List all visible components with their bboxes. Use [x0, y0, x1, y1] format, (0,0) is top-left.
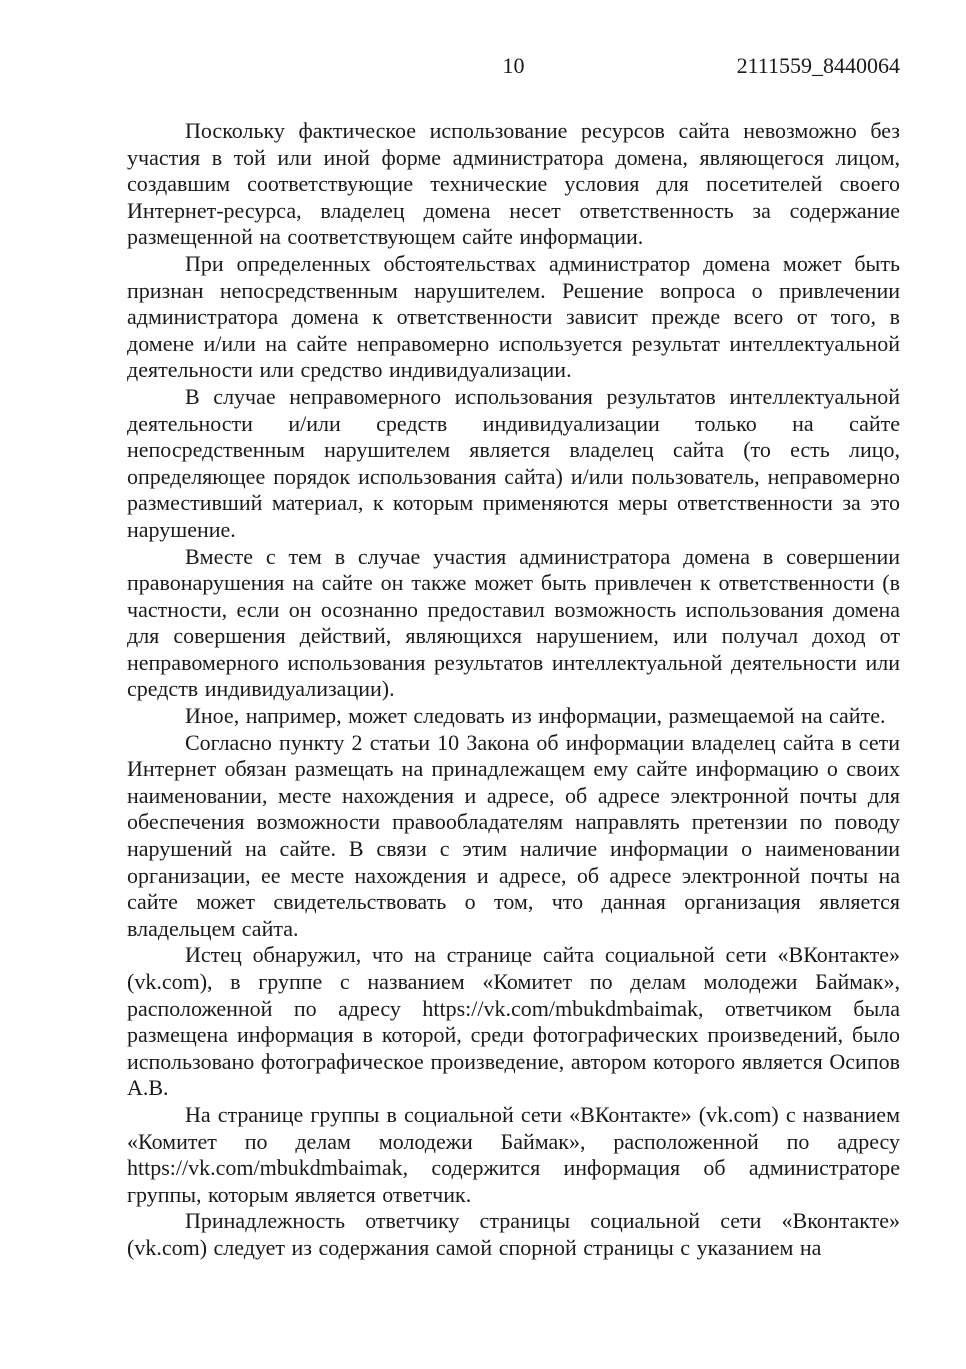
body-paragraph: Принадлежность ответчику страницы социальной сети «Вконтакте» (vk.com) следует из содержания самой спорной страницы с указанием на — [127, 1208, 900, 1260]
document-id: 2111559_8440064 — [736, 53, 900, 78]
document-body — [127, 118, 900, 1262]
page-header — [127, 52, 900, 79]
text-block — [127, 52, 900, 1262]
body-paragraph: На странице группы в социальной сети «ВКонтакте» (vk.com) с названием «Комитет по делам молодежи Баймак», расположенной по адресу https://vk.com/mbukdmbaimak, содержится информация об администраторе группы, которым является ответчик. — [127, 1101, 900, 1207]
page-number: 10 — [502, 53, 525, 78]
body-paragraph: В случае неправомерного использования результатов интеллектуальной деятельности и/или средств индивидуализации только на сайте непосредственным нарушителем является владелец сайта (то есть лицо, определяющее порядок использования сайта) и/или пользователь, неправомерно разместивший материал, к которым применяются меры ответственности за это нарушение. — [127, 383, 900, 542]
body-paragraph: При определенных обстоятельствах администратор домена может быть признан непосредственным нарушителем. Решение вопроса о привлечении администратора домена к ответственности зависит прежде всего от того, в домене и/или на сайте неправомерно используется результат интеллектуальной деятельности или средство индивидуализации. — [127, 250, 900, 383]
body-paragraph: Согласно пункту 2 статьи 10 Закона об информации владелец сайта в сети Интернет обязан размещать на принадлежащем ему сайте информацию о своих наименовании, месте нахождения и адресе, об адресе электронной почты для обеспечения возможности правообладателям направлять претензии по поводу нарушений на сайте. В связи с этим наличие информации о наименовании организации, ее месте нахождения и адресе, об адресе электронной почты на сайте может свидетельствовать о том, что данная организация является владельцем сайта. — [127, 729, 900, 941]
body-paragraph: Истец обнаружил, что на странице сайта социальной сети «ВКонтакте» (vk.com), в группе с названием «Комитет по делам молодежи Баймак», расположенной по адресу https://vk.com/mbukdmbaimak, ответчиком была размещена информация в которой, среди фотографических произведений, было использовано фотографическое произведение, автором которого является Осипов А.В. — [127, 942, 900, 1101]
body-paragraph: Иное, например, может следовать из информации, размещаемой на сайте. — [185, 703, 886, 729]
body-paragraph: Поскольку фактическое использование ресурсов сайта невозможно без участия в той или иной форме администратора домена, являющегося лицом, создавшим соответствующие технические условия для посетителей своего Интернет-ресурса, владелец домена несет ответственность за содержание размещенной на соответствующем сайте информации. — [127, 118, 900, 250]
body-paragraph: Вместе с тем в случае участия администратора домена в совершении правонарушения на сайте он также может быть привлечен к ответственности (в частности, если он осознанно предоставил возможность использования домена для совершения действий, являющихся нарушением, или получал доход от неправомерного использования результатов интеллектуальной деятельности или средств индивидуализации). — [127, 543, 900, 702]
